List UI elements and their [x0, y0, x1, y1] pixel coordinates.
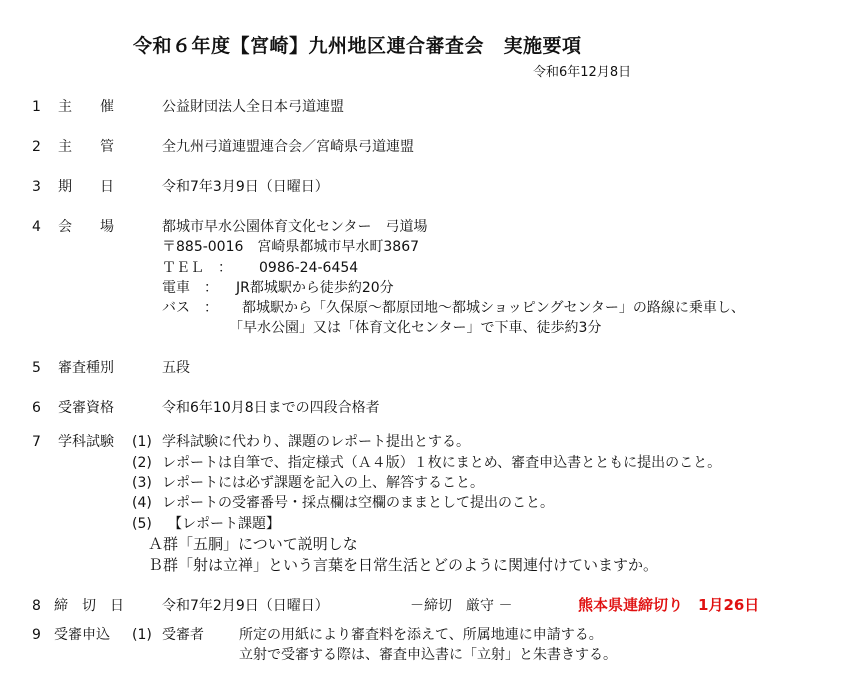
list-item-number: (5)	[132, 516, 152, 532]
bus-access-line2: 「早水公園」又は「体育文化センター」で下車、徒歩約3分	[229, 320, 602, 336]
page-title: 令和６年度【宮崎】九州地区連合審査会 実施要項	[133, 35, 582, 57]
kumamoto-deadline-highlight: 熊本県連締切り 1月26日	[578, 596, 760, 614]
venue-name: 都城市早水公園体育文化センター 弓道場	[162, 219, 428, 235]
deadline-date: 令和7年2月9日（日曜日）	[162, 598, 329, 614]
list-item-number: (3)	[132, 475, 152, 491]
list-item: レポートの受審番号・採点欄は空欄のままとして提出のこと。	[162, 495, 554, 511]
section-label: 主 催	[58, 99, 114, 115]
list-item-number: (1)	[132, 434, 152, 450]
section-number: 9	[32, 627, 41, 643]
application-line2: 立射で受審する際は、審査申込書に「立射」と朱書きする。	[239, 647, 617, 663]
deadline-note: －締切 厳守 －	[410, 598, 513, 614]
section-label: 締 切 日	[54, 598, 124, 614]
section-label: 期 日	[58, 179, 114, 195]
section-label: 受審資格	[58, 400, 114, 416]
section-label: 審査種別	[58, 360, 114, 376]
list-item: レポートには必ず課題を記入の上、解答すること。	[162, 475, 484, 491]
venue-address: 〒885-0016 宮崎県都城市早水町3867	[162, 239, 420, 255]
section-number: 8	[32, 598, 41, 614]
list-item: 学科試験に代わり、課題のレポート提出とする。	[162, 434, 470, 450]
list-item: 【レポート課題】	[168, 516, 280, 532]
section-label: 受審申込	[54, 627, 110, 643]
applicant-label: 受審者	[162, 627, 204, 643]
bus-access-line1: 都城駅から「久保原～都原団地～都城ショッピングセンター」の路線に乗車し、	[242, 300, 745, 316]
section-number: 5	[32, 360, 41, 376]
train-access: JR都城駅から徒歩約20分	[236, 280, 394, 296]
list-item-number: (2)	[132, 455, 152, 471]
section-value: 令和6年10月8日までの四段合格者	[162, 400, 380, 416]
tel-number: 0986-24-6454	[259, 260, 359, 276]
tel-label: ＴＥＬ ：	[162, 260, 232, 276]
application-line1: 所定の用紙により審査料を添えて、所属地連に申請する。	[239, 627, 603, 643]
document-date: 令和6年12月8日	[533, 65, 632, 80]
section-number: 4	[32, 219, 41, 235]
section-label: 会 場	[58, 219, 114, 235]
section-value: 全九州弓道連盟連合会／宮崎県弓道連盟	[162, 139, 414, 155]
section-label: 学科試験	[58, 434, 114, 450]
section-number: 7	[32, 434, 41, 450]
report-group-a: Ａ群「五胴」について説明しな	[148, 535, 358, 553]
bus-label: バス ：	[162, 300, 218, 316]
report-group-b: Ｂ群「射は立禅」という言葉を日常生活とどのように関連付けていますか。	[148, 556, 659, 574]
section-number: 6	[32, 400, 41, 416]
list-item: レポートは自筆で、指定様式（Ａ４版）１枚にまとめ、審査申込書とともに提出のこと。	[162, 455, 722, 471]
section-number: 2	[32, 139, 41, 155]
section-value: 令和7年3月9日（日曜日）	[162, 179, 329, 195]
section-number: 1	[32, 99, 41, 115]
section-label: 主 管	[58, 139, 114, 155]
list-item-number: (1)	[132, 627, 152, 643]
section-value: 五段	[162, 360, 190, 376]
section-number: 3	[32, 179, 41, 195]
list-item-number: (4)	[132, 495, 152, 511]
train-label: 電車 ：	[162, 280, 218, 296]
section-value: 公益財団法人全日本弓道連盟	[162, 99, 344, 115]
